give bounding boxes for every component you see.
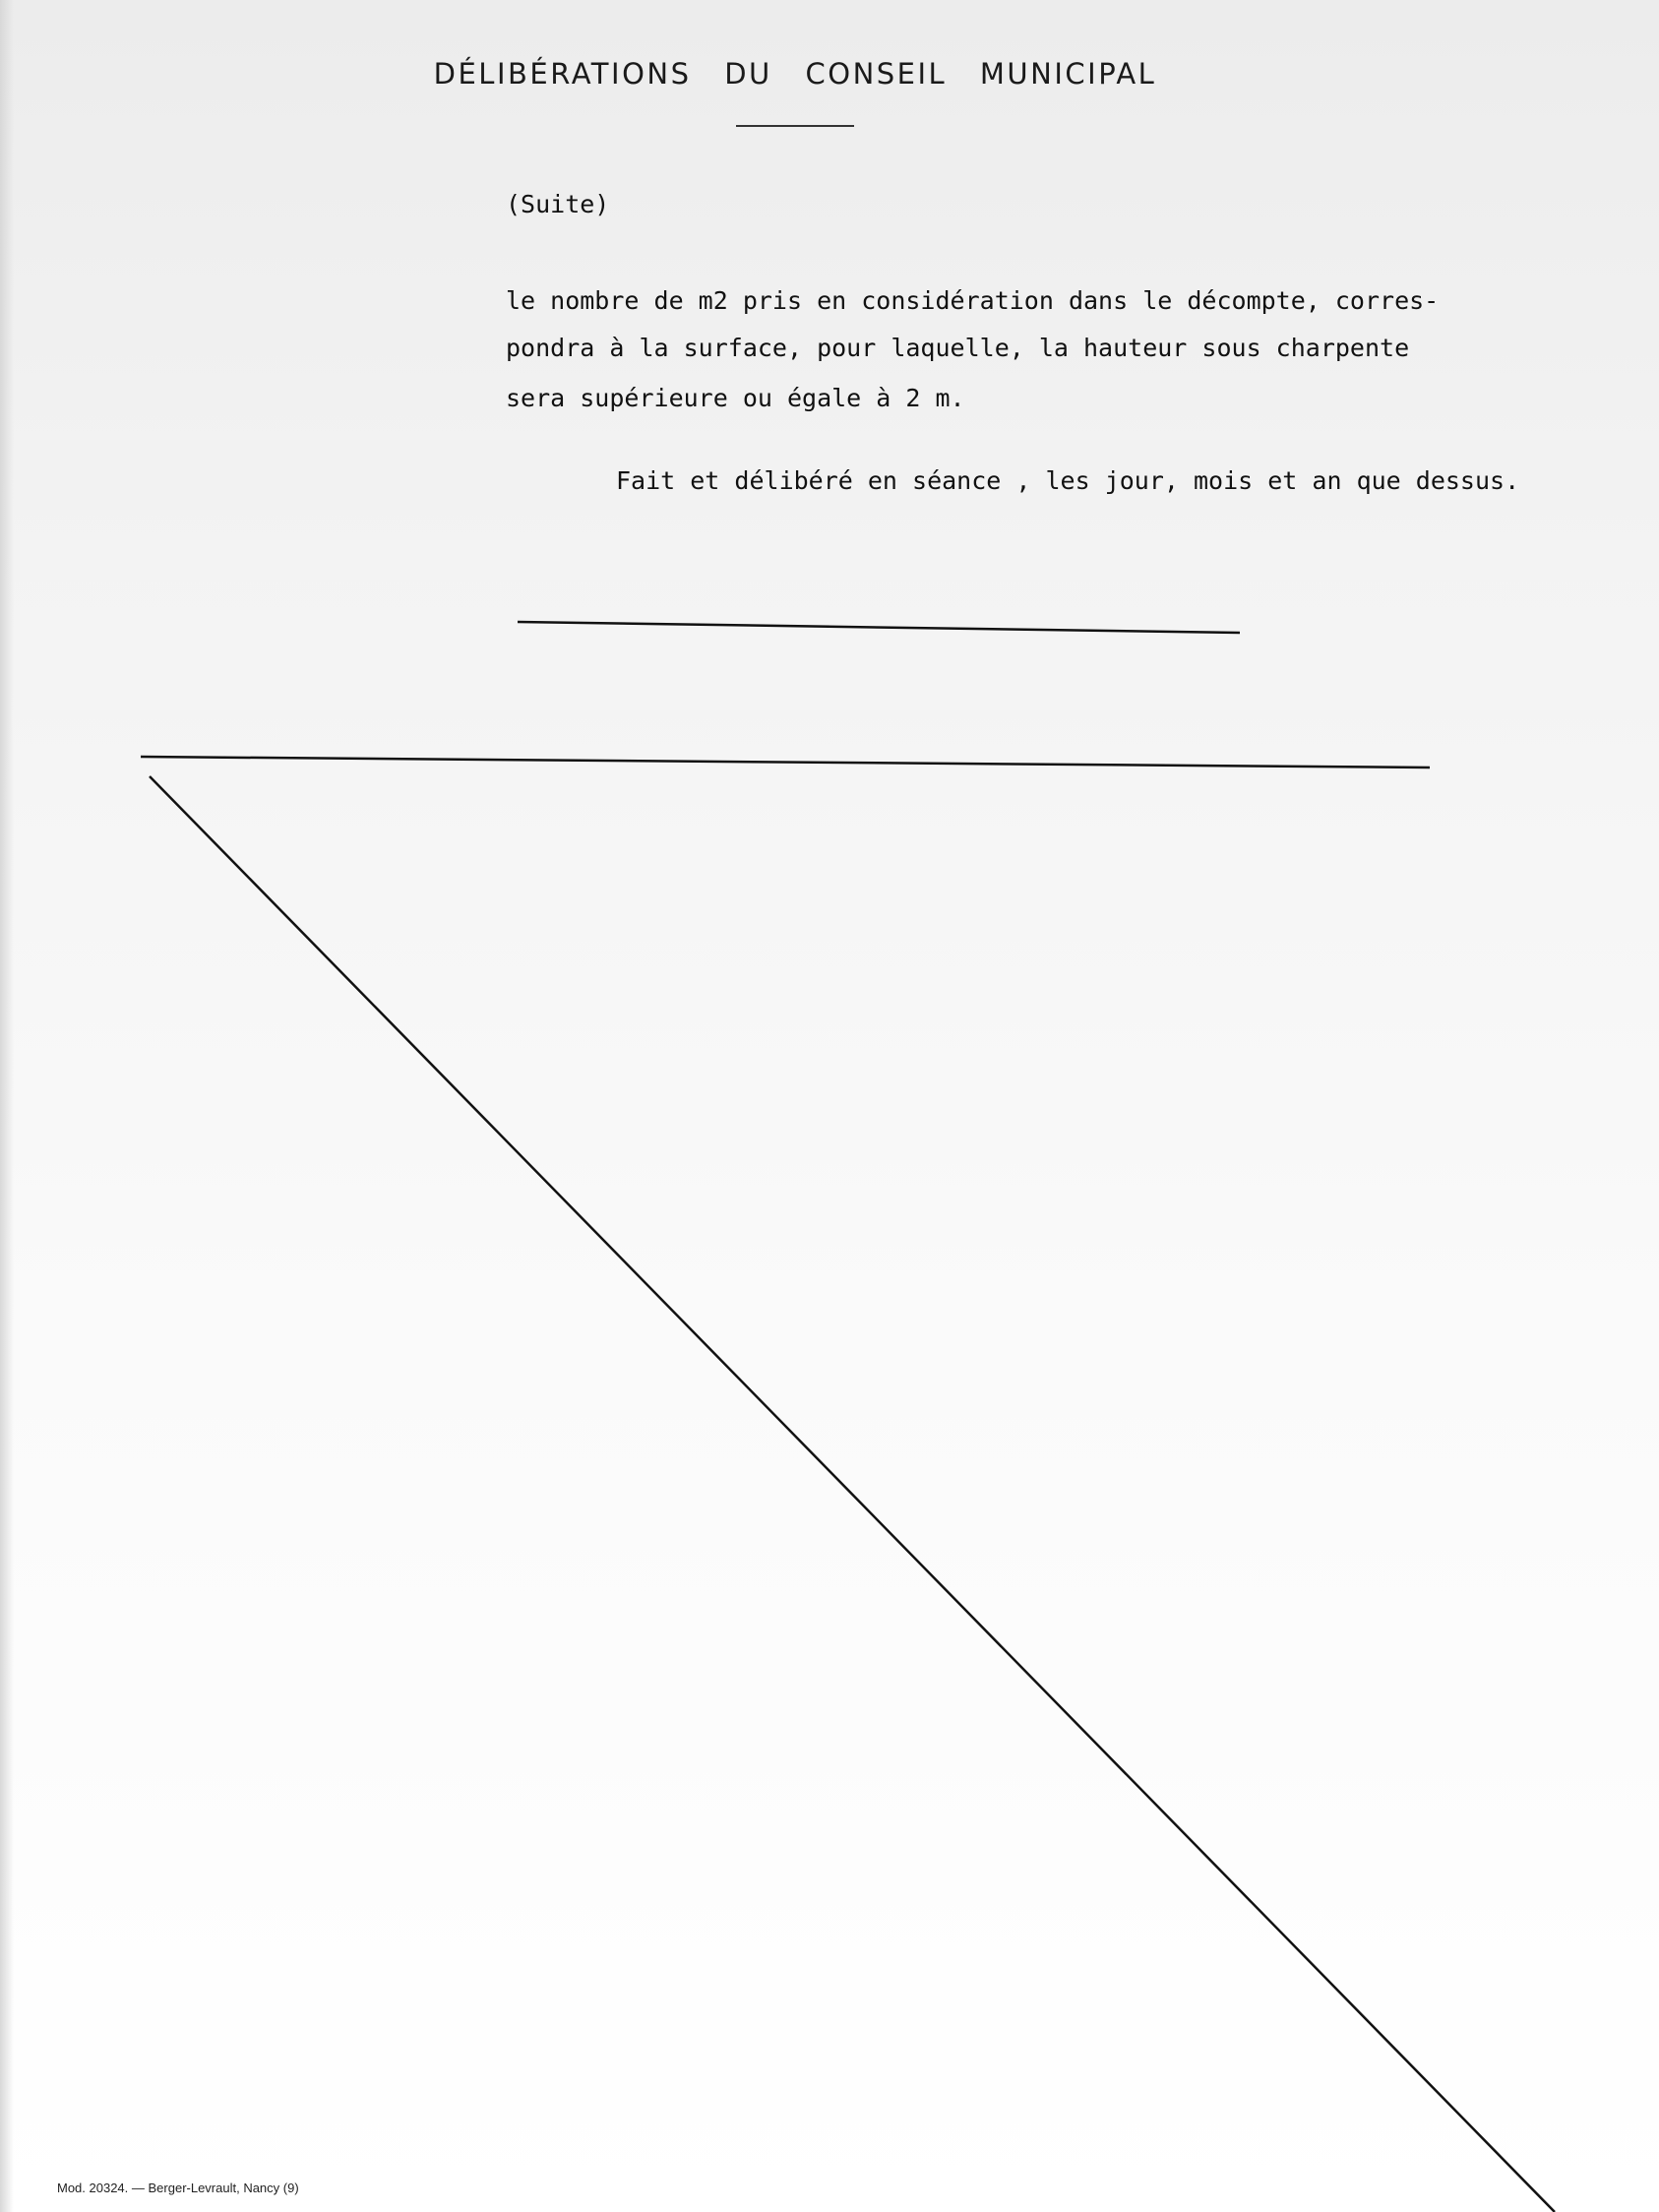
form-reference: Mod. 20324. — Berger-Levrault, Nancy (9) [57, 2181, 299, 2195]
paragraph-line: sera supérieure ou égale à 2 m. [506, 384, 965, 412]
page-title: DÉLIBÉRATIONS DU CONSEIL MUNICIPAL [433, 57, 1157, 91]
continuation-label: (Suite) [506, 190, 610, 218]
blank-area-cancel-diagonal [150, 776, 1555, 2212]
paragraph-line: le nombre de m2 pris en considération dans le décompte, corres- [506, 286, 1440, 315]
paragraph-line: pondra à la surface, pour laquelle, la hauteur sous charpente [506, 334, 1410, 362]
end-of-text-rule [518, 622, 1240, 633]
blank-area-top-rule [141, 757, 1430, 768]
closing-formula: Fait et délibéré en séance , les jour, mois et an que dessus. [616, 466, 1520, 495]
